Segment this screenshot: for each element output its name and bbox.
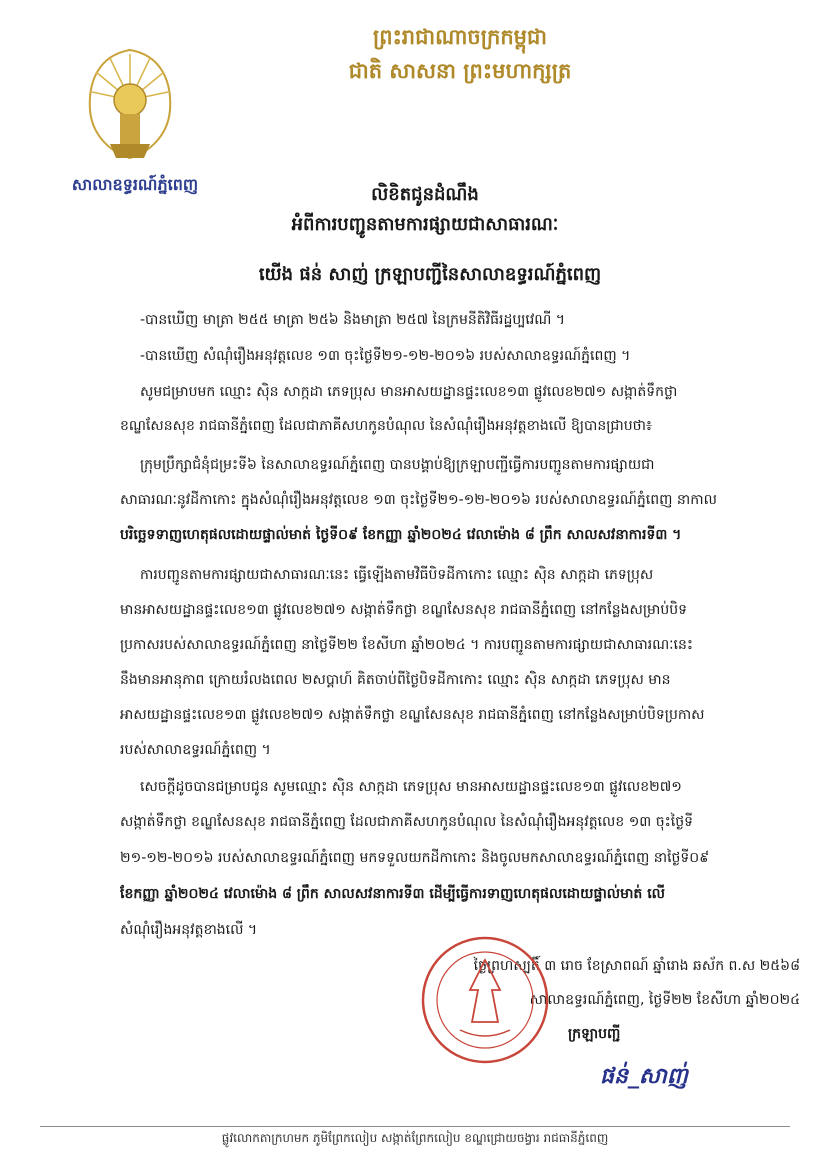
signer-role: ក្រឡាបញ្ជី [568,1026,621,1042]
body-line: សង្កាត់ទឹកថ្លា ខណ្ឌសែនសុខ រាជធានីភ្នំពេញ ដែលជាភាគីសហកូនបំណុល នៃសំណុំរឿងអនុវត្តលេខ ១៣ ចុះថ្ងៃទី [120,814,693,830]
body-line: ក្រុមប្រឹក្សាជំនុំជម្រះទី៦ នៃសាលាឧទ្ធរណ៍ភ្នំពេញ បានបង្គាប់ឱ្យក្រឡាបញ្ជីធ្វើការបញ្ជូនតាមការផ្សាយជា [140,457,655,473]
body-line: ២១-១២-២០១៦ របស់សាលាឧទ្ធរណ៍ភ្នំពេញ មកទទួលយកដីកាកោះ និងចូលមកសាលាឧទ្ធរណ៍ភ្នំពេញ នាថ្ងៃទី០៩ [120,850,710,866]
notice-title: លិខិតជូនដំណឹង [371,184,479,205]
body-line: សំណុំរឿងអនុវត្តខាងលើ ។ [120,922,258,938]
national-motto: ជាតិ សាសនា ព្រះមហាក្សត្រ [348,59,572,83]
body-line: អាសយដ្ឋានផ្ទះលេខ១៣ ផ្លូវលេខ២៧១ សង្កាត់ទឹកថ្លា ខណ្ឌសែនសុខ រាជធានីភ្នំពេញ នៅកន្លែងសម្រាប់បិទប្រកាស [120,707,705,723]
court-name: សាលាឧទ្ធរណ៍ភ្នំពេញ [71,175,199,194]
court-emblem-icon [80,40,180,170]
signer-name: ផន់_សាញ់ [600,1064,688,1089]
body-line: ខណ្ឌសែនសុខ រាជធានីភ្នំពេញ ដែលជាភាគីសហកូនបំណុល នៃសំណុំរឿងអនុវត្តខាងលើ ឱ្យបានជ្រាបថា៖ [120,418,653,434]
body-line: ប្រកាសរបស់សាលាឧទ្ធរណ៍ភ្នំពេញ នាថ្ងៃទី២២ ខែសីហា ឆ្នាំ២០២៤ ។ ការបញ្ជូនតាមការផ្សាយជាសាធារណៈនេះ [120,637,693,653]
lunar-date: ថ្ងៃព្រហស្បតិ៍ ៣ រោច ខែស្រាពណ៍ ឆ្នាំរោង ឆស័ក ព.ស ២៥៦៨ [473,958,800,974]
body-line: សេចក្តីដូចបានជម្រាបជូន សូមឈ្មោះ ស៊ិន សាក្កដា ភេទប្រុស មានអាសយដ្ឋានផ្ទះលេខ១៣ ផ្លូវលេខ២៧១ [140,779,682,795]
kingdom-title: ព្រះរាជាណាចក្រកម្ពុជា [372,25,547,49]
footer-divider [40,1126,790,1127]
body-line: -បានឃើញ មាត្រា ២៥៥ មាត្រា ២៥៦ និងមាត្រា ២៥៧ នៃក្រមនីតិវិធីរដ្ឋប្បវេណី ។ [140,312,566,328]
body-line: សូមជម្រាបមក ឈ្មោះ ស៊ិន សាក្កដា ភេទប្រុស មានអាសយដ្ឋានផ្ទះលេខ១៣ ផ្លូវលេខ២៧១ សង្កាត់ទឹកថ្លា [140,384,678,400]
body-line: ការបញ្ជូនតាមការផ្សាយជាសាធារណៈនេះ ធ្វើឡើងតាមវិធីបិទដីកាកោះ ឈ្មោះ ស៊ិន សាក្កដា ភេទប្រុស [140,567,654,583]
footer-address: ផ្លូវលោកតាក្រហមក ភូមិព្រែកលៀប សង្កាត់ព្រែកលៀប ខណ្ឌជ្រោយចង្វារ រាជធានីភ្នំពេញ [221,1131,609,1145]
body-line: សាធារណៈនូវដីកាកោះ ក្នុងសំណុំរឿងអនុវត្តលេខ ១៣ ចុះថ្ងៃទី២១-១២-២០១៦ របស់សាលាឧទ្ធរណ៍ភ្នំពេញ នាកាល [120,492,717,508]
notice-subtitle: អំពីការបញ្ជូនតាមការផ្សាយជាសាធារណៈ [291,214,559,235]
body-line: របស់សាលាឧទ្ធរណ៍ភ្នំពេញ ។ [120,742,271,758]
issuer-line: យើង ផន់ សាញ់ ក្រឡាបញ្ជីនៃសាលាឧទ្ធរណ៍ភ្នំពេញ [258,264,602,285]
body-line: បរិច្ឆេទទាញហេតុផលដោយផ្ទាល់មាត់ ថ្ងៃទី០៩ ខែកញ្ញា ឆ្នាំ២០២៤ វេលាម៉ោង ៨ ព្រឹក សាលសវនាការទី៣ ។ [120,527,682,543]
official-seal-icon [400,930,570,1070]
body-line: -បានឃើញ សំណុំរឿងអនុវត្តលេខ ១៣ ចុះថ្ងៃទី២១-១២-២០១៦ របស់សាលាឧទ្ធរណ៍ភ្នំពេញ ។ [140,348,631,364]
place-date: សាលាឧទ្ធរណ៍ភ្នំពេញ, ថ្ងៃទី២២ ខែសីហា ឆ្នាំ២០២៤ [529,992,800,1008]
body-line: ខែកញ្ញា ឆ្នាំ២០២៤ វេលាម៉ោង ៨ ព្រឹក សាលសវនាការទី៣ ដើម្បីធ្វើការទាញហេតុផលដោយផ្ទាល់មាត់ លើ [120,886,665,902]
body-line: មានអាសយដ្ឋានផ្ទះលេខ១៣ ផ្លូវលេខ២៧១ សង្កាត់ទឹកថ្លា ខណ្ឌសែនសុខ រាជធានីភ្នំពេញ នៅកន្លែងសម្រាប់បិទ [120,602,688,618]
body-line: នឹងមានអានុភាព ក្រោយរំលងពេល ២សប្តាហ៍ គិតចាប់ពីថ្ងៃបិទដីកាកោះ ឈ្មោះ ស៊ិន សាក្កដា ភេទប្រុស មាន [120,672,671,688]
